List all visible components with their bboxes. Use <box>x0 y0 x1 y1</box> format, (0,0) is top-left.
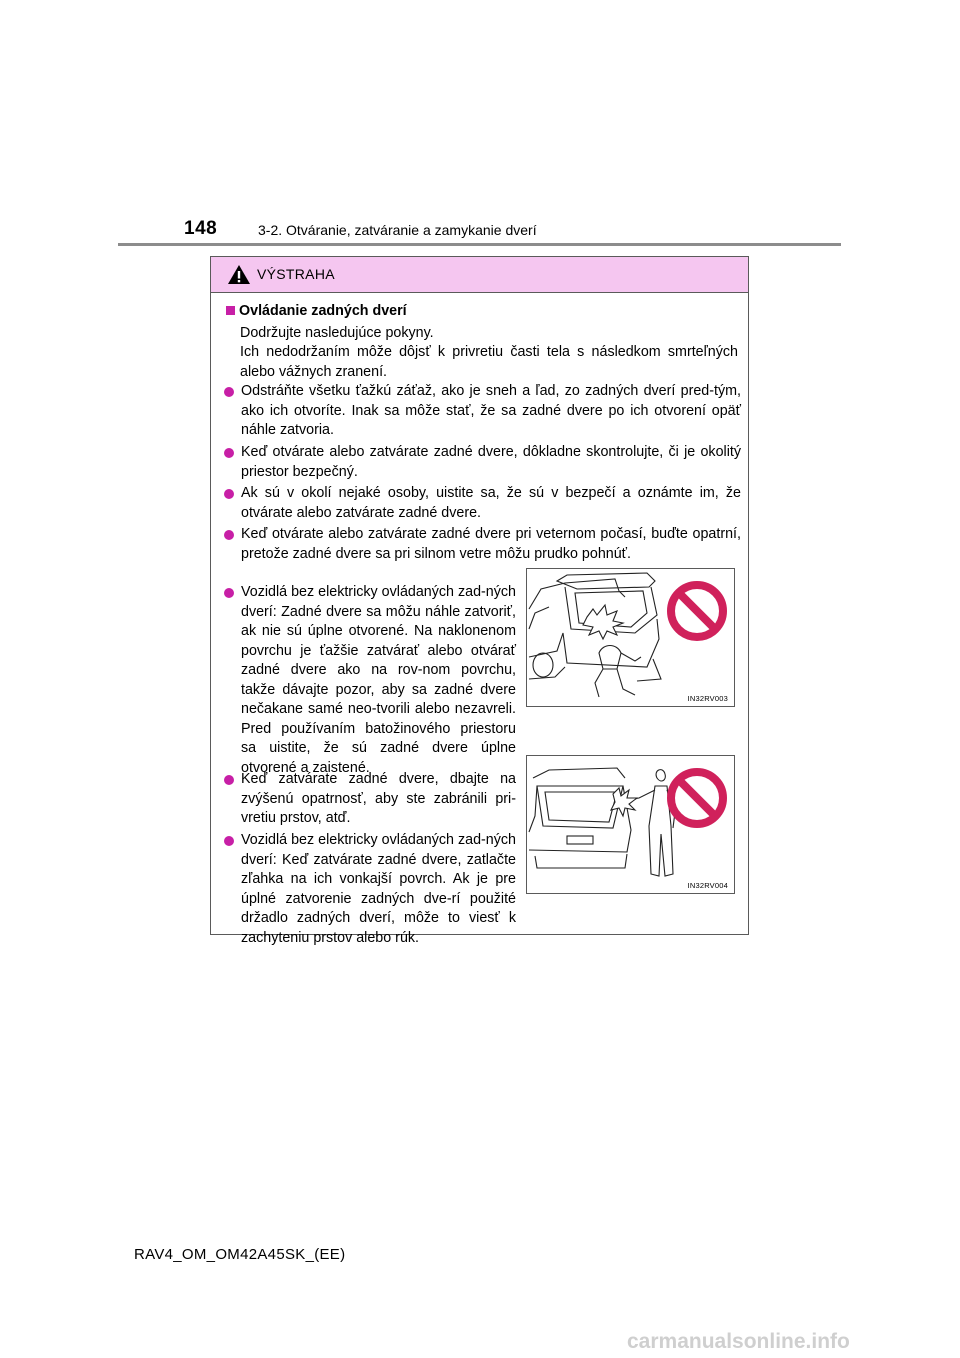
bullet-item <box>224 382 741 441</box>
illustration-tailgate-closing <box>526 568 735 707</box>
bullet-item <box>224 443 741 482</box>
warning-title: VÝSTRAHA <box>257 266 335 282</box>
bullet-dot-icon <box>224 489 234 499</box>
bullet-dot-icon <box>224 530 234 540</box>
bullet-text: Vozidlá bez elektricky ovládaných zad-ných dverí: Keď zatvárate zadné dvere, zatlačte zľahka na ich vonkajší povrch. Ak je pre úplné zatvorenie zadných dve-rí použité držadlo zadných dverí, môže to viesť k zachyteniu prstov alebo rúk. <box>241 832 516 946</box>
section-title: 3-2. Otváranie, zatváranie a zamykanie dverí <box>258 222 537 238</box>
document-code: RAV4_OM_OM42A45SK_(EE) <box>134 1246 346 1263</box>
intro-line-2: Ich nedodržaním môže dôjsť k privretiu časti tela s následkom smrteľných alebo vážnych zranení. <box>240 344 738 380</box>
intro-line-1: Dodržujte nasledujúce pokyny. <box>240 325 434 341</box>
bullet-item <box>224 770 516 829</box>
header-divider <box>118 243 841 246</box>
bullet-text: Keď zatvárate zadné dvere, dbajte na zvýšenú opatrnosť, aby ste zabránili pri-vretiu prstov, atď. <box>241 771 516 826</box>
bullet-item <box>224 831 516 948</box>
warning-header <box>211 257 748 293</box>
page-number: 148 <box>184 218 218 239</box>
finger-pinch-illustration <box>527 756 734 893</box>
bullet-item <box>224 583 516 778</box>
bullet-text: Odstráňte všetku ťažkú záťaž, ako je sneh a ľad, zo zadných dverí pred-tým, ako ich otvoríte. Inak sa môže stať, že sa zadné dvere po ich otvorení opäť náhle zatvoria. <box>241 383 741 438</box>
bullet-text: Keď otvárate alebo zatvárate zadné dvere, dôkladne skontrolujte, či je okolitý priestor bezpečný. <box>241 444 741 480</box>
bullet-text: Ak sú v okolí nejaké osoby, uistite sa, že sú v bezpečí a oznámte im, že otvárate alebo zatvárate zadné dvere. <box>241 485 741 521</box>
section-heading <box>226 302 407 322</box>
prohibited-icon <box>671 772 723 824</box>
bullet-text: Keď otvárate alebo zatvárate zadné dvere pri veternom počasí, buďte opatrní, pretože zadné dvere sa pri silnom vetre môžu prudko pohnúť. <box>241 526 741 562</box>
bullet-dot-icon <box>224 448 234 458</box>
heading-marker-icon <box>226 306 235 315</box>
warning-box <box>210 256 749 946</box>
bullet-item <box>224 484 741 523</box>
figure-code: IN32RV004 <box>687 881 728 890</box>
bullet-dot-icon <box>224 775 234 785</box>
illustration-finger-pinch <box>526 755 735 894</box>
bullet-item <box>224 525 741 564</box>
bullet-dot-icon <box>224 588 234 598</box>
tailgate-illustration <box>527 569 734 706</box>
site-watermark: carmanualsonline.info <box>627 1330 850 1353</box>
figure-code: IN32RV003 <box>687 694 728 703</box>
heading-text: Ovládanie zadných dverí <box>239 303 407 319</box>
warning-triangle-icon <box>227 264 251 285</box>
bullet-dot-icon <box>224 836 234 846</box>
bullet-text: Vozidlá bez elektricky ovládaných zad-ných dverí: Zadné dvere sa môžu náhle zatvoriť, ak nie sú úplne otvorené. Na naklonenom povrchu je ťažšie zatvárať alebo otvárať zadné dvere ako na rov-nom povrchu, takže dávajte pozor, aby sa zadné dvere nečakane samé neo-tvorili alebo nezavreli. Pred používaním batožinového priestoru sa uistite, že sú zadné dvere úplne otvorené a zaistené. <box>241 584 516 776</box>
bullet-dot-icon <box>224 387 234 397</box>
prohibited-icon <box>671 585 723 637</box>
